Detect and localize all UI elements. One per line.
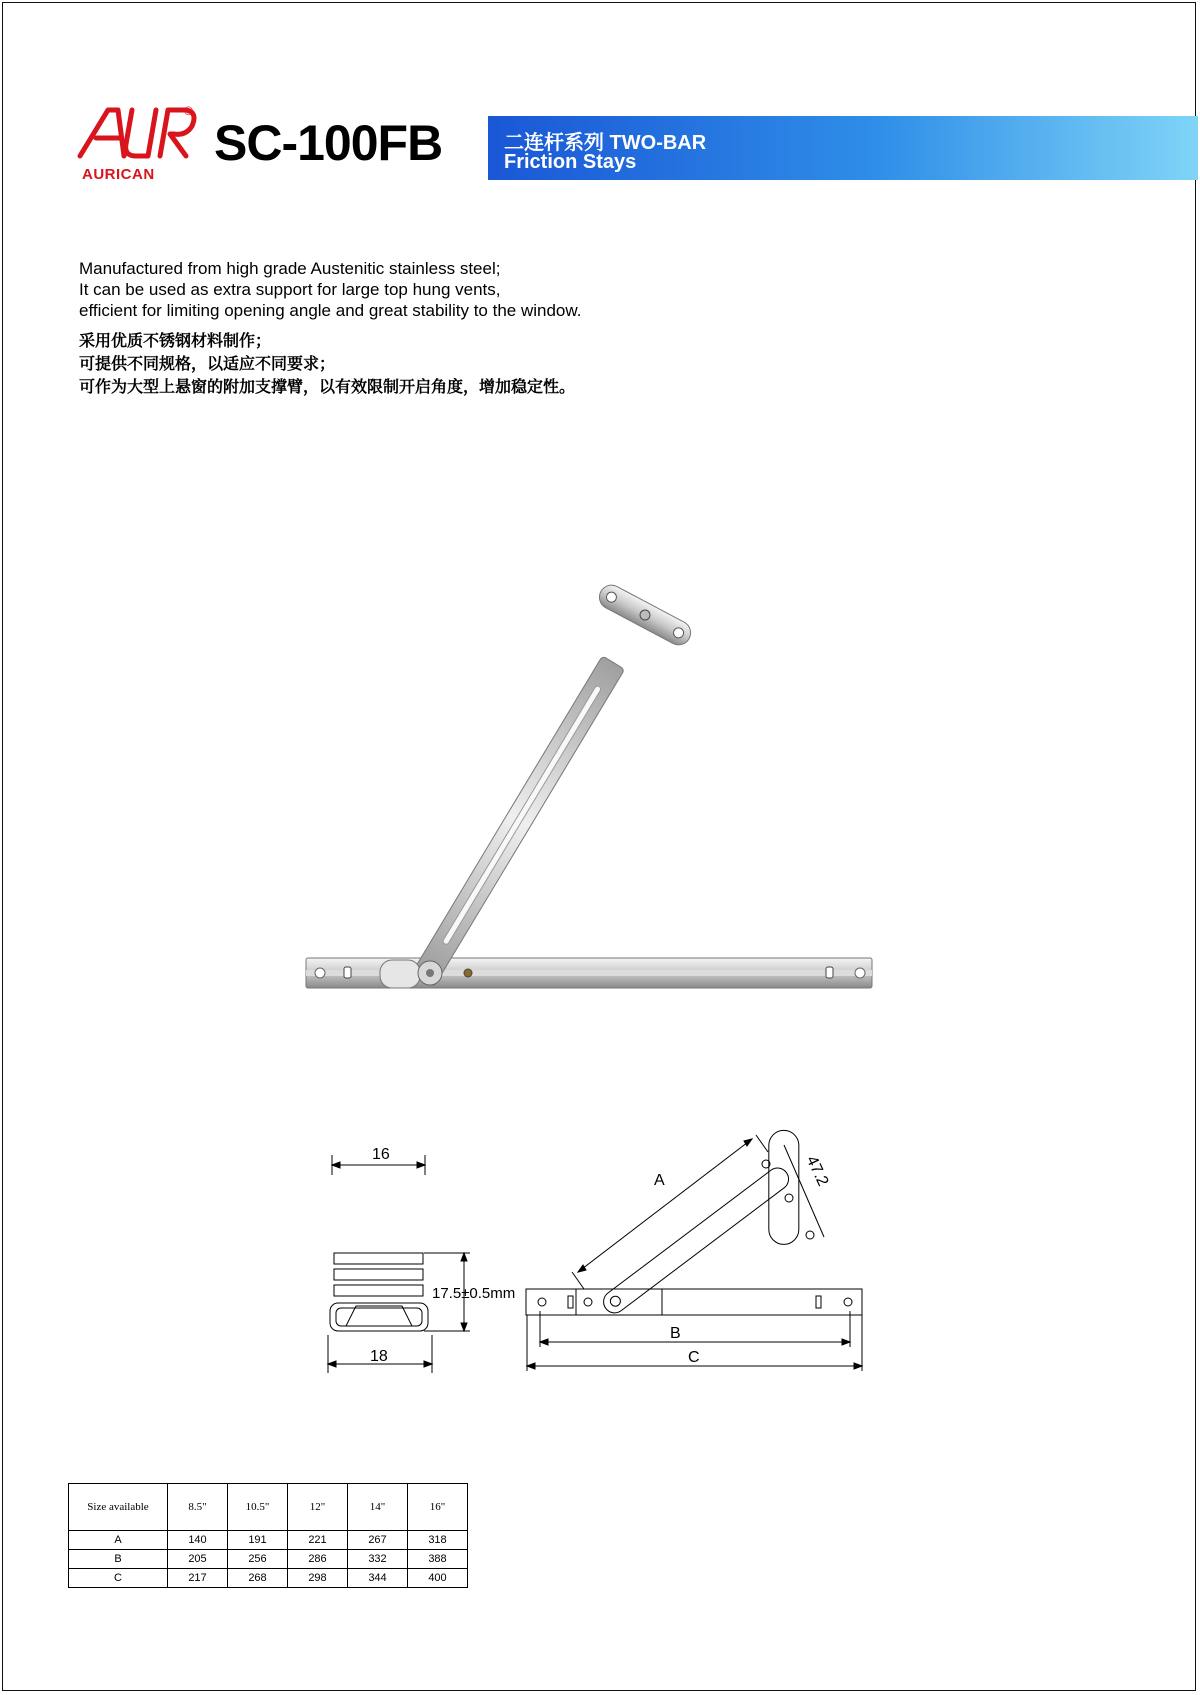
table-cell: 388 (408, 1550, 468, 1569)
table-cell: 256 (228, 1550, 288, 1569)
brand-name: AURICAN (82, 166, 155, 183)
table-cell: 298 (288, 1569, 348, 1588)
table-cell: 318 (408, 1531, 468, 1550)
table-row (69, 1550, 468, 1569)
dimension-width-bottom: 18 (370, 1348, 388, 1365)
size-table (68, 1483, 468, 1588)
description-chinese (79, 330, 575, 399)
description-english (79, 258, 581, 321)
table-header-row (69, 1484, 468, 1531)
dimension-plate: 47.2 (802, 1153, 832, 1189)
description-line: 可提供不同规格，以适应不同要求； (79, 356, 336, 373)
row-label: C (69, 1569, 168, 1588)
product-photo (300, 570, 880, 1000)
table-row (69, 1569, 468, 1588)
dimension-height: 17.5±0.5mm (432, 1285, 516, 1302)
description-line: Manufactured from high grade Austenitic stainless steel; (79, 259, 501, 278)
table-header-label: Size available (69, 1484, 168, 1531)
table-cell: 332 (348, 1550, 408, 1569)
size-header: 16" (408, 1484, 468, 1531)
table-cell: 400 (408, 1569, 468, 1588)
series-title: 二连杆系列 TWO-BAR (504, 132, 707, 154)
table-cell: 205 (168, 1550, 228, 1569)
description-line: efficient for limiting opening angle and great stability to the window. (79, 301, 582, 320)
technical-drawing (320, 1125, 900, 1380)
row-label: B (69, 1550, 168, 1569)
registered-mark: ® (184, 104, 193, 118)
row-label: A (69, 1531, 168, 1550)
dimension-label-c: C (688, 1349, 700, 1366)
description-line: 采用优质不锈钢材料制作； (79, 333, 272, 350)
model-number: SC-100FB (214, 115, 443, 171)
table-cell: 286 (288, 1550, 348, 1569)
table-cell: 191 (228, 1531, 288, 1550)
table-cell: 217 (168, 1569, 228, 1588)
description-line: 可作为大型上悬窗的附加支撑臂，以有效限制开启角度，增加稳定性。 (79, 379, 576, 396)
series-banner (488, 116, 1198, 180)
table-cell: 221 (288, 1531, 348, 1550)
dimension-label-a: A (654, 1172, 665, 1189)
series-subtitle: Friction Stays (504, 151, 637, 173)
table-row (69, 1531, 468, 1550)
dimension-label-b: B (670, 1325, 681, 1342)
size-header: 14" (348, 1484, 408, 1531)
size-header: 10.5" (228, 1484, 288, 1531)
size-header: 8.5" (168, 1484, 228, 1531)
table-cell: 267 (348, 1531, 408, 1550)
dimension-width-top: 16 (372, 1146, 390, 1163)
description-line: It can be used as extra support for large top hung vents, (79, 280, 501, 299)
table-cell: 344 (348, 1569, 408, 1588)
table-cell: 268 (228, 1569, 288, 1588)
table-cell: 140 (168, 1531, 228, 1550)
size-header: 12" (288, 1484, 348, 1531)
